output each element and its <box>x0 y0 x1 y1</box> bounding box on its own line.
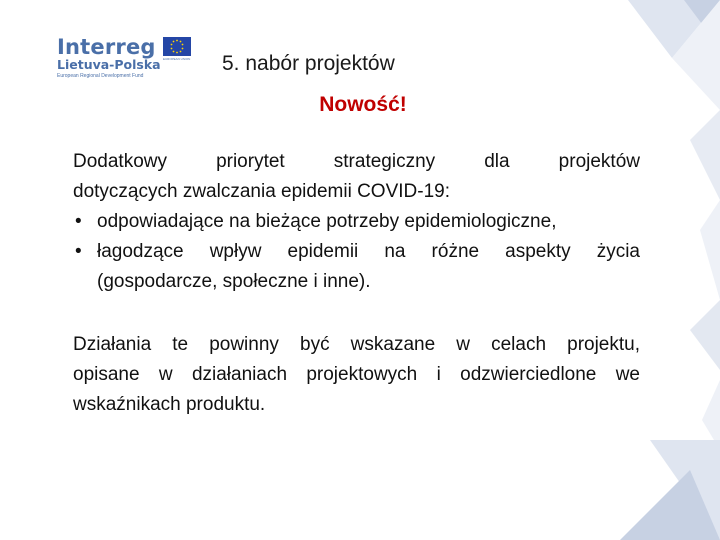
interreg-logo <box>57 35 197 83</box>
actions-paragraph <box>73 330 640 420</box>
list-item-text: łagodzące wpływ epidemii na różne aspekty życia <box>97 241 640 262</box>
slide-title: 5. nabór projektów <box>222 52 395 75</box>
new-badge <box>0 93 720 117</box>
logo-program-name: Lietuva-Polska <box>57 57 161 72</box>
bullet-icon: • <box>75 241 82 262</box>
list-item-continuation: (gospodarcze, społeczne i inne). <box>97 271 371 292</box>
list-item-text: odpowiadające na bieżące potrzeby epidemiologiczne, <box>97 211 557 232</box>
paragraph-line: opisane w działaniach projektowych i odzwierciedlone we <box>73 364 640 385</box>
logo-wordmark: Interreg <box>57 35 156 59</box>
new-badge-text: Nowość! <box>319 93 407 116</box>
list-item <box>73 237 640 267</box>
paragraph-line: Działania te powinny być wskazane w celach projektu, <box>73 334 640 355</box>
paragraph-line: Dodatkowy priorytet strategiczny dla projektów <box>73 151 640 172</box>
eu-flag-caption: EUROPEAN UNION <box>163 57 191 61</box>
logo-fund-name: European Regional Development Fund <box>57 73 144 79</box>
eu-flag-icon <box>163 37 191 56</box>
priority-paragraph <box>73 147 640 297</box>
bullet-icon: • <box>75 211 82 232</box>
list-item <box>73 207 640 237</box>
paragraph-line: wskaźnikach produktu. <box>73 394 266 415</box>
paragraph-line: dotyczących zwalczania epidemii COVID-19: <box>73 181 450 202</box>
